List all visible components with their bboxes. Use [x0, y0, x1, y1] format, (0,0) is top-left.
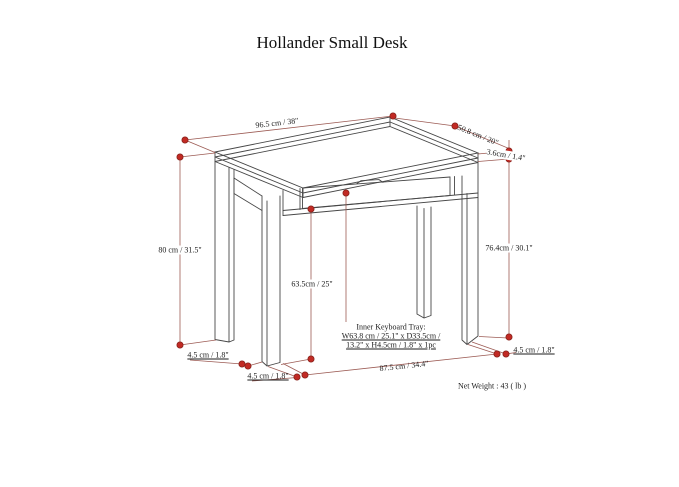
dim-label-floor-width: 87.5 cm / 34.4" — [379, 358, 429, 374]
dim-label-height-right: 76.4cm / 30.1" — [485, 243, 533, 253]
dim-label-top-depth: 50.8 cm / 20" — [456, 122, 500, 148]
keyboard-tray-note-line1: Inner Keyboard Tray: — [356, 322, 426, 332]
keyboard-tray-note-line2: W63.8 cm / 25.1" x D33.5cm / — [341, 331, 441, 341]
page-title: Hollander Small Desk — [256, 33, 408, 52]
drawer-right-stile — [450, 177, 455, 196]
right-leg — [462, 153, 478, 345]
drawer-left-stile — [300, 188, 303, 210]
keyboard-tray-note-line3: 13.2" x H4.5cm / 1.8" x 1pc — [346, 340, 436, 350]
back-leg — [417, 206, 431, 318]
dim-label-leg-center: 4.5 cm / 1.8" — [247, 371, 289, 381]
dim-label-leg-left: 4.5 cm / 1.8" — [187, 350, 229, 360]
apron-left-face — [234, 178, 262, 211]
front-leg — [262, 196, 280, 366]
left-leg — [215, 152, 234, 342]
keyboard-tray-note — [342, 323, 441, 350]
net-weight-label: Net Weight : 43 ( lb ) — [457, 381, 527, 391]
dim-leader-height-left-bottom — [180, 340, 216, 345]
dim-label-top-width: 96.5 cm / 38" — [254, 116, 300, 130]
dim-label-height-left: 80 cm / 31.5" — [158, 245, 202, 255]
dim-label-clearance-under: 63.5cm / 25" — [291, 279, 333, 289]
dim-label-leg-right: 4.5 cm / 1.8" — [513, 345, 555, 355]
dim-label-top-thickness: 3.6cm / 1.4" — [485, 147, 527, 163]
